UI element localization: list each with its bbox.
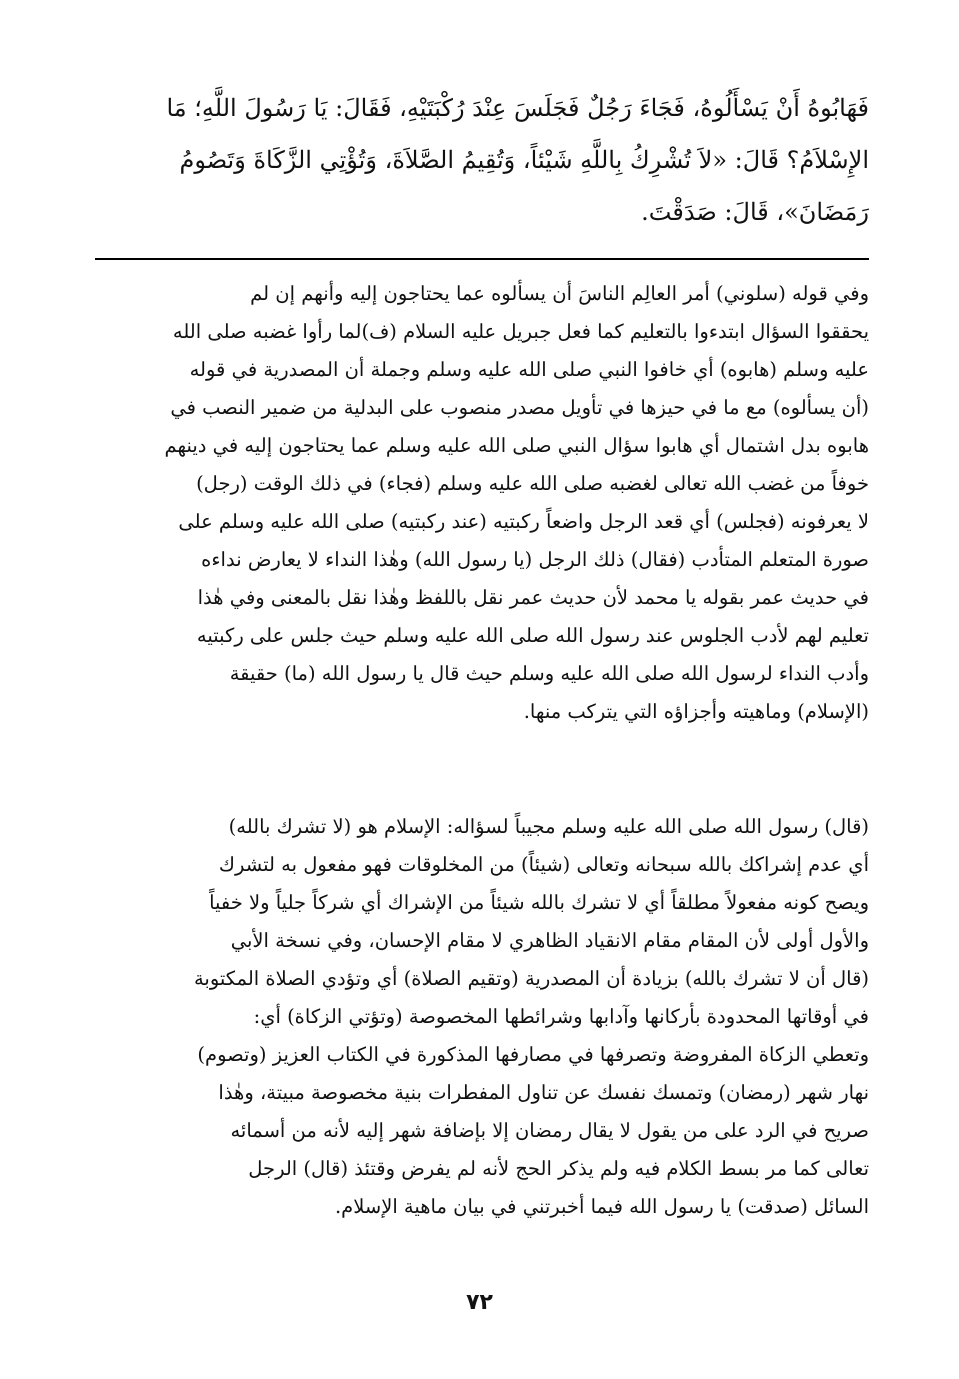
- commentary-line: خوفاً من غضب الله تعالى لغضبه صلى الله عليه وسلم (فجاء) في ذلك الوقت (رجل): [196, 472, 869, 495]
- commentary-line: وأدب النداء لرسول الله صلى الله عليه وسلم حيث قال يا رسول الله (ما) حقيقة: [229, 662, 869, 685]
- commentary-line: (قال) رسول الله صلى الله عليه وسلم مجيباً لسؤاله: الإسلام هو (لا تشرك بالله): [228, 815, 869, 838]
- commentary-paragraph-2: [95, 808, 869, 1226]
- commentary-line: في أوقاتها المحدودة بأركانها وآدابها وشرائطها المخصوصة (وتؤتي الزكاة) أي:: [253, 1005, 869, 1028]
- commentary-line: تعالى كما مر بسط الكلام فيه ولم يذكر الحج لأنه لم يفرض وقتئذ (قال) الرجل: [248, 1157, 869, 1180]
- section-divider: [95, 258, 869, 260]
- commentary-line: صريح في الرد على من يقول لا يقال رمضان إلا بإضافة شهر إليه لأنه من أسمائه: [230, 1119, 869, 1142]
- commentary-line: هابوه بدل اشتمال أي هابوا سؤال النبي صلى الله عليه وسلم عما يحتاجون إليه في دينهم: [164, 434, 869, 457]
- commentary-line: لا يعرفونه (فجلس) أي قعد الرجل واضعاً ركبتيه (عند ركبتيه) صلى الله عليه وسلم على: [178, 510, 869, 533]
- hadith-text: [95, 82, 869, 238]
- commentary-line: يحققوا السؤال ابتدءوا بالتعليم كما فعل جبريل عليه السلام (ف)لما رأوا غضبه صلى الله: [172, 320, 869, 343]
- commentary-line: صورة المتعلم المتأدب (فقال) ذلك الرجل (يا رسول الله) وهٰذا النداء لا يعارض نداءه: [201, 548, 869, 571]
- hadith-line: الإِسْلاَمُ؟ قَالَ: «لاَ تُشْرِكُ بِاللَّهِ شَيْئاً، وَتُقِيمُ الصَّلاَةَ، وَتُؤْتِي الزَّكَاةَ وَتَصُومُ: [179, 146, 869, 174]
- commentary-line: عليه وسلم (هابوه) أي خافوا النبي صلى الله عليه وسلم وجملة أن المصدرية في قوله: [189, 358, 869, 381]
- commentary-line: أي عدم إشراكك بالله سبحانه وتعالى (شيئاً) من المخلوقات فهو مفعول به لتشرك: [218, 853, 869, 876]
- commentary-line: السائل (صدقت) يا رسول الله فيما أخبرتني في بيان ماهية الإسلام.: [334, 1195, 869, 1218]
- commentary-line: تعليم لهم لأدب الجلوس عند رسول الله صلى الله عليه وسلم حيث جلس على ركبتيه: [196, 624, 869, 647]
- commentary-line: (أن يسألوه) مع ما في حيزها في تأويل مصدر منصوب على البدلية من ضمير النصب في: [170, 396, 869, 419]
- page-number: ٧٢: [466, 1290, 493, 1315]
- commentary-line: وتعطي الزكاة المفروضة وتصرفها في مصارفها المذكورة في الكتاب العزيز (وتصوم): [197, 1043, 869, 1066]
- commentary-line: ويصح كونه مفعولاً مطلقاً أي لا تشرك بالله شيئاً من الإشراك أي شركاً جلياً ولا خفياً: [209, 891, 869, 914]
- commentary-line: والأول أولى لأن المقام مقام الانقياد الظاهري لا مقام الإحسان، وفي نسخة الأبي: [230, 929, 869, 952]
- commentary-line: في حديث عمر بقوله يا محمد لأن حديث عمر نقل باللفظ وهٰذا نقل بالمعنى وفي هٰذا: [197, 586, 869, 609]
- hadith-line: فَهَابُوهُ أَنْ يَسْأَلُوهُ، فَجَاءَ رَجُلٌ فَجَلَسَ عِنْدَ رُكْبَتَيْهِ، فَقَالَ: يَا رَسُولَ اللَّهِ؛ مَا: [166, 94, 869, 122]
- commentary-line: (قال أن لا تشرك بالله) بزيادة أن المصدرية (وتقيم الصلاة) أي وتؤدي الصلاة المكتوبة: [193, 967, 869, 990]
- hadith-line: رَمَضَانَ»، قَالَ: صَدَقْتَ.: [641, 198, 869, 226]
- commentary-line: نهار شهر (رمضان) وتمسك نفسك عن تناول المفطرات بنية مخصوصة مبيتة، وهٰذا: [218, 1081, 869, 1104]
- commentary-line: (الإسلام) وماهيته وأجزاؤه التي يتركب منها.: [523, 700, 869, 723]
- commentary-line: وفي قوله (سلوني) أمر العالِم الناسَ أن يسألوه عما يحتاجون إليه وأنهم إن لم: [250, 282, 869, 305]
- commentary-paragraph-1: [95, 275, 869, 731]
